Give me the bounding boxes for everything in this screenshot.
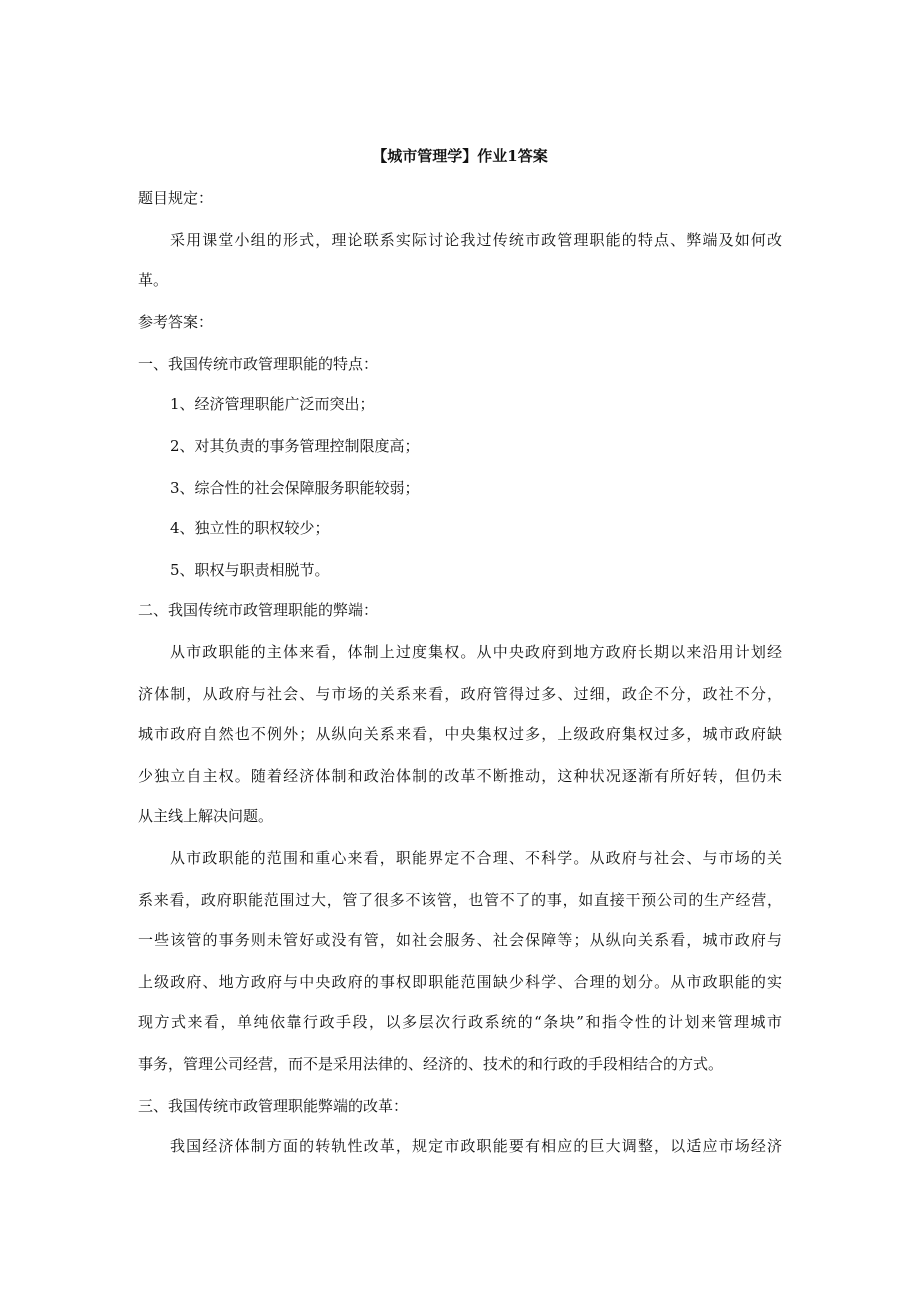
section1-item-5: 5、职权与职责相脱节。 <box>170 561 330 579</box>
section2-p2-line-5: 现方式来看，单纯依靠行政手段，以多层次行政系统的“条块”和指令性的计划来管理城市 <box>138 1013 782 1031</box>
requirement-line-1: 采用课堂小组的形式，理论联系实际讨论我过传统市政管理职能的特点、弊端及如何改 <box>170 231 782 249</box>
section2-p2-line-1: 从市政职能的范围和重心来看，职能界定不合理、不科学。从政府与社会、与市场的关 <box>170 849 782 867</box>
section2-heading: 二、我国传统市政管理职能的弊端： <box>138 601 379 619</box>
section2-p1-line-1: 从市政职能的主体来看，体制上过度集权。从中央政府到地方政府长期以来沿用计划经 <box>170 643 782 661</box>
section1-heading: 一、我国传统市政管理职能的特点： <box>138 355 379 373</box>
section2-p1-line-2: 济体制，从政府与社会、与市场的关系来看，政府管得过多、过细，政企不分，政社不分， <box>138 685 782 703</box>
section2-p1-line-5: 从主线上解决问题。 <box>138 807 274 825</box>
section3-heading: 三、我国传统市政管理职能弊端的改革： <box>138 1097 409 1115</box>
requirement-line-2: 革。 <box>138 271 169 289</box>
document-title: 【城市管理学】作业1答案 <box>372 147 548 165</box>
section1-item-4: 4、独立性的职权较少； <box>170 519 330 537</box>
section2-p2-line-2: 系来看，政府职能范围过大，管了很多不该管，也管不了的事，如直接干预公司的生产经营， <box>138 891 782 909</box>
section1-item-2: 2、对其负责的事务管理控制限度高； <box>170 437 420 455</box>
reference-heading: 参考答案： <box>138 313 214 331</box>
section2-p1-line-4: 少独立自主权。随着经济体制和政治体制的改革不断推动，这种状况逐渐有所好转，但仍未 <box>138 767 782 785</box>
section1-item-1: 1、经济管理职能广泛而突出； <box>170 395 375 413</box>
section2-p2-line-6: 事务，管理公司经营，而不是采用法律的、经济的、技术的和行政的手段相结合的方式。 <box>138 1055 724 1073</box>
section2-p2-line-4: 上级政府、地方政府与中央政府的事权即职能范围缺少科学、合理的划分。从市政职能的实 <box>138 973 782 991</box>
section2-p2-line-3: 一些该管的事务则未管好或没有管，如社会服务、社会保障等；从纵向关系看，城市政府与 <box>138 931 782 949</box>
section1-item-3: 3、综合性的社会保障服务职能较弱； <box>170 479 420 497</box>
section2-p1-line-3: 城市政府自然也不例外；从纵向关系来看，中央集权过多，上级政府集权过多，城市政府缺 <box>138 725 782 743</box>
section3-p1-line-1: 我国经济体制方面的转轨性改革，规定市政职能要有相应的巨大调整，以适应市场经济 <box>170 1137 782 1155</box>
requirement-heading: 题目规定： <box>138 189 214 207</box>
